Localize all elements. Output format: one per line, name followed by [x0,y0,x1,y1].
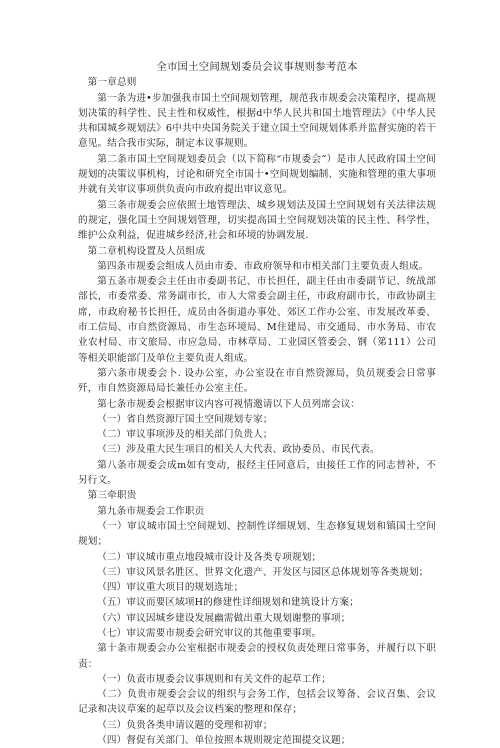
paragraph: 第三条市规委会应依照土地管理法、城乡规划法及国土空间规划有关法律法规的规定，强化国土空间规划管理，切实提高国土空间规划决策的民主性、科学性，维护公众利益，促进城乡经济,社会和环境的协调发展. [78,199,436,242]
document-body [78,75,436,748]
paragraph: 第六条市规委会卜. 设办公室，办公室设在市自然资源局，负员规委会日常事歼，市自然资源局局长兼任办公室主任。 [78,367,436,395]
paragraph: （一）负责市规委会议事规则和有关文件的起草工作； [97,673,332,685]
paragraph: （四）审议重大项目的规划选址； [97,582,244,594]
paragraph: 第二条市国土空间规划委员会（以下简称“市规委会”）是市人民政府国土空间规划的决策议事机构，讨论和研究全市国十•空间规划编制、实施和管理的重大事项并就有关审议事项供负责向市政府提出审议意见。 [78,153,436,196]
paragraph: 第一条为进•步加强我市国土空间规划管理，规范我市规委会决策程序，提高规划决策的科学性、民主性和权威性，根据d中华人民共和国土地管理法》《中华人民共和国城乡规划法》6中共中央国务院关于建立国土空间规划体系并监督实施的若干意见。结合我市实际，制定本议事规则。 [78,92,436,150]
paragraph: （三）负贵各类申请议题的受理和初审； [97,719,273,731]
paragraph: （三）涉及重大民生项目的相关人大代表、政协委员、市民代表。 [97,444,380,456]
paragraph: （七）审议需要市规委会研究审议的其他重要事项。 [97,627,322,639]
paragraph: 第七条市规委会根据审议内容可视情邀请以下人员列席会议： [97,398,361,410]
paragraph: 第四条市规委会组成人员由市委、市政府领导和市相关部门主要负责人组成。 [97,260,429,272]
paragraph: 第五条市规委会主任由市委副书记、市长担任，副主任由市委副节记、统战部部长，市委常委、常务副市长，市人大常委会副主任，市政府副市长，市政协副主席，市政府秘书长担任，成员由各街道办事处、郊区工作办公室、市发展改革委、市工信局、市自然资源局、市生态环境局、M住建局、市交通局、市水务局、市农业农村局、市文旅局、市应急局、市林草局、工业园区管委会、钢（笫111）公司等相关职能部门及单位主要负责人组成。 [78,276,436,364]
paragraph: （二）审议城市重点地段城市设计及各类专项规划； [97,551,322,563]
paragraph: 第九条市规委会工作职贡 [97,505,205,517]
paragraph: （六）审议因城乡建设发展幽需做出重大规划谢整的事项； [97,612,351,624]
paragraph: （一）省自然资源厅国土空间规划专家； [97,413,273,425]
paragraph: （五）审议而要区域项H的修建性详细规划和建筑设计方案； [97,597,360,609]
paragraph: （二）审议事项涉及的相关部门负贵人； [97,429,273,441]
chapter-heading: 第一章总则 [87,77,137,89]
chapter-heading: 第三牵职贵 [87,490,137,502]
paragraph: 第八条市规委会成m如有变动，报经主任同意后，由接任工作的同志替补，不另行文。 [78,459,436,487]
paragraph: （三）审议风景名胜区、世界文化遗产、开发区与园区总体规划等各类规划； [97,566,429,578]
paragraph: 第十条市规委会办公室根据市规委会的授权负责处理日常事务，并履行以下职责： [78,643,436,670]
paragraph: （四）督促有关部门、单位按照本规则规定范围提交议题； [97,735,351,747]
paragraph: （一）审议城市国土空间规划、控制性详细规划、生态修复规划和镇国土空间规划； [78,520,436,548]
document-title: 全市国土空间规划委员会议事规则参考范本 [156,61,358,73]
paragraph: （二）负贵市规委会会议的组织与会务工作，包括会议筹备、会议召集、会议记录和决议草案的起草以及会议档案的整理和保存； [78,689,436,716]
chapter-heading: 第二章机构设置及人员组成 [87,245,206,257]
